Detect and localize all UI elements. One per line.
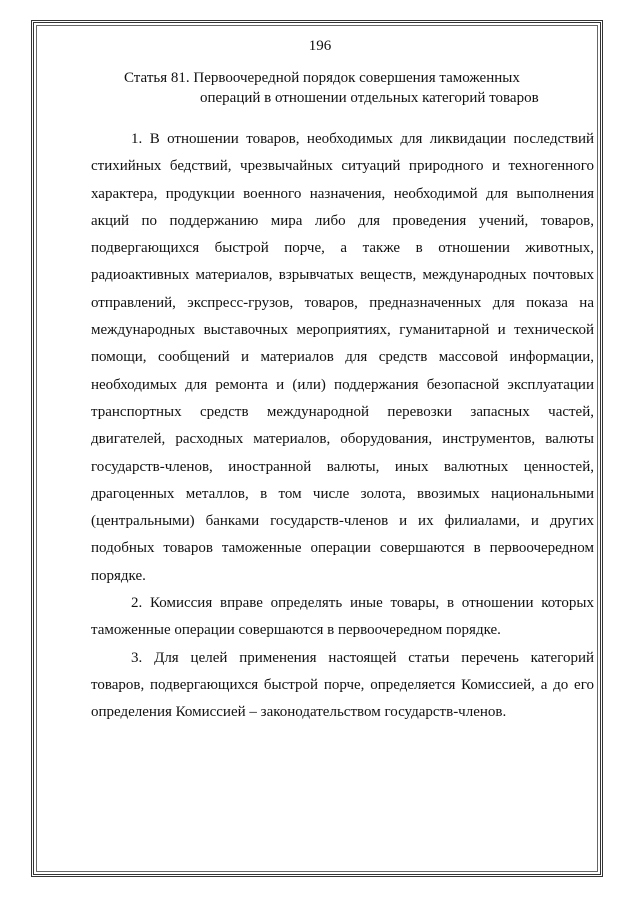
article-title-line-1: Статья 81. Первоочередной порядок совершения таможенных [124, 70, 520, 86]
paragraph-1: 1. В отношении товаров, необходимых для ликвидации последствий стихийных бедствий, чрезвычайных ситуаций природного и техногенного характера, продукции военного назначения, необходимой для выполнения акций по поддержанию мира либо для проведения учений, товаров, подвергающихся быстрой порче, а также в отношении животных, радиоактивных материалов, взрывчатых веществ, международных почтовых отправлений, экспресс-грузов, товаров, предназначенных для показа на международных выставочных мероприятиях, гуманитарной и технической помощи, сообщений и материалов для средств массовой информации, необходимых для ремонта и (или) поддержания безопасной эксплуатации транспортных средств международной перевозки запасных частей, двигателей, расходных материалов, оборудования, инструментов, валюты государств-членов, иностранной валюты, иных валютных ценностей, драгоценных металлов, в том числе золота, ввозимых национальными (центральными) банками государств-членов и их филиалами, и других подобных товаров таможенные операции совершаются в первоочередном порядке. [91, 131, 594, 584]
article-title-line-2: операций в отношении отдельных категорий товаров [200, 90, 539, 106]
page-number: 196 [308, 38, 332, 54]
paragraph-2: 2. Комиссия вправе определять иные товары, в отношении которых таможенные операции совершаются в первоочередном порядке. [91, 595, 594, 639]
article-title [124, 68, 594, 108]
article-body [91, 126, 594, 727]
paragraph-3: 3. Для целей применения настоящей статьи перечень категорий товаров, подвергающихся быстрой порче, определяется Комиссией, а до его определения Комиссией – законодательством государств-членов. [91, 649, 594, 721]
